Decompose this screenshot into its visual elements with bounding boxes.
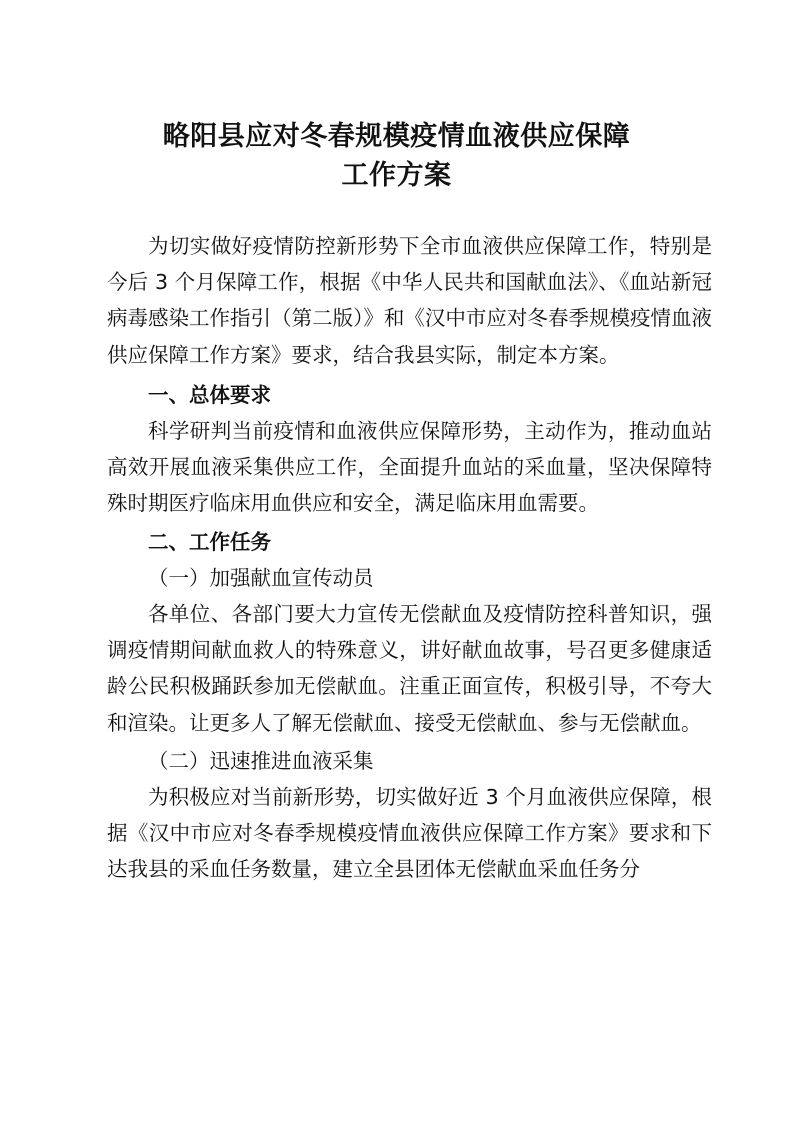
subsection-1-heading: （一）加强献血宣传动员 (148, 565, 374, 590)
section-1-heading: 一、总体要求 (148, 382, 271, 407)
document-body (107, 228, 712, 888)
subsection-1-paragraph: 各单位、各部门要大力宣传无偿献血及疫情防控科普知识，强调疫情期间献血救人的特殊意义，讲好献血故事，号召更多健康适龄公民积极踊跃参加无偿献血。注重正面宣传，积极引导，不夸大和渲染。让更多人了解无偿献血、接受无偿献血、参与无偿献血。 (107, 602, 712, 735)
intro-paragraph: 为切实做好疫情防控新形势下全市血液供应保障工作，特别是今后 3 个月保障工作，根据《中华人民共和国献血法》、《血站新冠病毒感染工作指引（第二版）》和《汉中市应对冬春季规模疫情血液供应保障工作方案》要求，结合我县实际，制定本方案。 (107, 234, 712, 367)
document-title-line-1: 略阳县应对冬春规模疫情血液供应保障 (162, 121, 631, 152)
section-1-paragraph: 科学研判当前疫情和血液供应保障形势，主动作为，推动血站高效开展血液采集供应工作，全面提升血站的采血量，坚决保障特殊时期医疗临床用血供应和安全，满足临床用血需要。 (107, 419, 712, 516)
subsection-2-heading: （二）迅速推进血液采集 (148, 748, 374, 773)
section-2-heading: 二、工作任务 (148, 529, 271, 554)
subsection-2-paragraph: 为积极应对当前新形势，切实做好近 3 个月血液供应保障，根据《汉中市应对冬春季规模疫情血液供应保障工作方案》要求和下达我县的采血任务数量，建立全县团体无偿献血采血任务分 (107, 785, 712, 882)
document-title-line-2: 工作方案 (341, 160, 452, 191)
